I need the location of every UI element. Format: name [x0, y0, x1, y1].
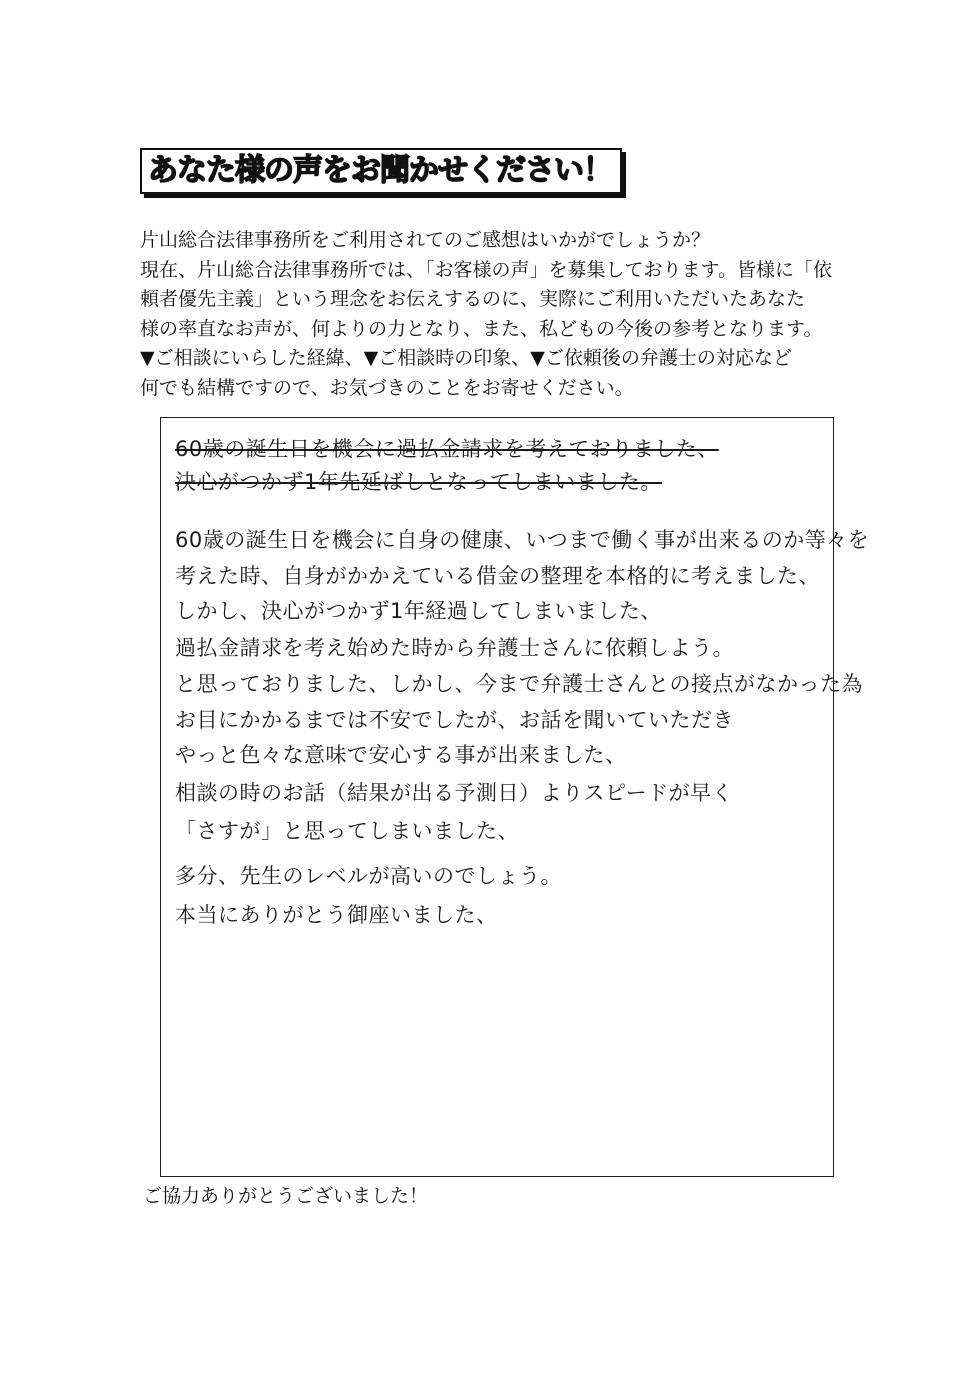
handwritten-line: やっと色々な意味で安心する事が出来ました、 — [175, 743, 627, 767]
handwritten-line: 相談の時のお話（結果が出る予測日）よりスピードが早く — [175, 781, 734, 805]
struck-handwritten-line: 60歳の誕生日を機会に過払金請求を考えておりました、 — [175, 437, 719, 461]
handwritten-line: 多分、先生のレベルが高いのでしょう。 — [175, 864, 562, 888]
handwritten-line: 「さすが」と思ってしまいました、 — [175, 819, 519, 843]
intro-line: 片山総合法律事務所をご利用されてのご感想はいかがでしょうか？ — [140, 229, 711, 251]
handwritten-line: 考えた時、自身がかかえている借金の整理を本格的に考えました、 — [175, 564, 820, 588]
handwritten-line: お目にかかるまでは不安でしたが、お話を聞いていただき — [175, 708, 734, 732]
intro-line: 様の率直なお声が、何よりの力となり、また、私どもの今後の参考となります。 — [140, 317, 823, 340]
intro-line: 現在、片山総合法律事務所では、「お客様の声」を募集しております。皆様に「依 — [140, 258, 832, 281]
intro-line: 何でも結構ですので、お気づきのことをお寄せください。 — [140, 376, 634, 399]
handwritten-line: と思っておりました、しかし、今まで弁護士さんとの接点がなかった為 — [175, 672, 863, 696]
struck-handwritten-line: 決心がつかず1年先延ばしとなってしまいました。 — [175, 470, 662, 494]
header-title-box — [140, 148, 622, 194]
handwritten-line: 本当にありがとう御座いました、 — [175, 903, 498, 927]
thank-you-footer: ご協力ありがとうございました！ — [143, 1185, 429, 1207]
handwritten-line: 過払金請求を考え始めた時から弁護士さんに依頼しよう。 — [175, 636, 734, 660]
intro-paragraph — [140, 226, 860, 404]
intro-line: ▼ご相談にいらした経緯、▼ご相談時の印象、▼ご依頼後の弁護士の対応など — [140, 347, 792, 370]
intro-line: 頼者優先主義」という理念をお伝えするのに、実際にご利用いただいたあなた — [140, 288, 806, 311]
handwritten-line: 60歳の誕生日を機会に自身の健康、いつまで働く事が出来るのか等々を — [175, 528, 870, 552]
handwritten-line: しかし、決心がつかず1年経過してしまいました、 — [175, 599, 662, 623]
page-title: あなた様の声をお聞かせください！ — [148, 153, 612, 188]
